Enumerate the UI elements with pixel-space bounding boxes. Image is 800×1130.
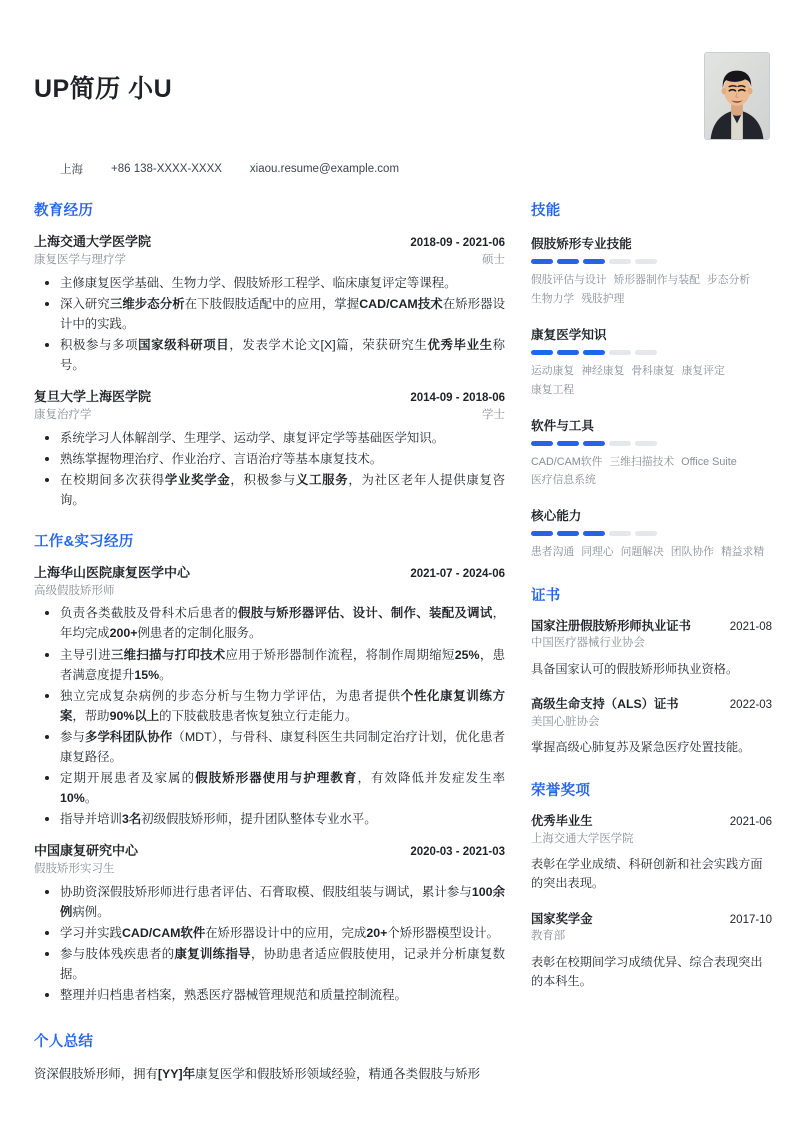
skill-tag: 问题解决 (620, 546, 664, 559)
skill-tag: 患者沟通 (531, 546, 575, 559)
avatar (704, 52, 770, 140)
contact-bar (26, 161, 774, 177)
skill-level-segment (583, 350, 605, 355)
skill-level-segment (609, 441, 631, 446)
bullet-list (34, 428, 505, 510)
award-item (531, 911, 772, 992)
award-item (531, 813, 772, 894)
award-item-date: 2017-10 (729, 914, 772, 927)
left-column (26, 199, 523, 1026)
skill-tag-list (531, 543, 772, 562)
emphasis-text: 假肢矫形器使用与护理教育 (195, 771, 358, 786)
skill-group-name: 假肢矫形专业技能 (531, 237, 632, 251)
skill-group (531, 505, 772, 562)
skill-level-segment (609, 531, 631, 536)
skill-group (531, 415, 772, 491)
section-title-skills: 技能 (531, 203, 561, 219)
skill-level-segment (583, 441, 605, 446)
entry-subheader-row (34, 407, 505, 424)
bullet-item: 整理并归档患者档案，熟悉医疗器械管理规范和质量控制流程。 (34, 985, 505, 1005)
section-title-certificates: 证书 (531, 588, 561, 605)
entry-subtitle: 假肢矫形实习生 (34, 863, 115, 876)
skill-level-segment (609, 350, 631, 355)
entry-subtitle: 高级假肢矫形师 (34, 584, 115, 597)
entry-organization: 中国康复研究中心 (34, 843, 139, 859)
bullet-list (34, 603, 505, 829)
skill-level-segment (583, 259, 605, 264)
skill-level-segment (531, 350, 553, 355)
education-entry-list (34, 233, 505, 510)
emphasis-text: 10% (60, 791, 85, 806)
emphasis-text: 15% (134, 667, 160, 682)
emphasis-text: 个性化康复训练方案 (60, 688, 505, 723)
skill-level-segment (609, 259, 631, 264)
certificate-item-description: 具备国家认可的假肢矫形师执业资格。 (531, 661, 739, 676)
bullet-item: 主导引进三维扫描与打印技术应用于矫形器制作流程，将制作周期缩短25%，患者满意度提升15%。 (34, 645, 505, 685)
entry-date-range: 2018-09 - 2021-06 (410, 237, 505, 249)
emphasis-text: 90%以上 (109, 708, 160, 723)
skill-tag: 矫形器制作与装配 (613, 274, 700, 286)
skill-tag: 三维扫描技术 (609, 455, 675, 468)
emphasis-text: 多学科团队协作 (84, 729, 173, 744)
award-item-issuer: 上海交通大学医学院 (531, 832, 634, 845)
certificate-item-name: 高级生命支持（ALS）证书 (531, 697, 679, 712)
experience-entry-list (34, 564, 505, 1006)
entry-subheader-row (34, 252, 505, 269)
emphasis-text: 康复训练指导 (174, 947, 251, 962)
bullet-item: 参与肢体残疾患者的康复训练指导，协助患者适应假肢使用，记录并分析康复数据。 (34, 944, 505, 984)
skill-level-segment (557, 531, 579, 536)
certificate-item-name: 国家注册假肢矫形师执业证书 (531, 619, 691, 634)
bullet-item: 系统学习人体解剖学、生理学、运动学、康复评定学等基础医学知识。 (34, 428, 505, 448)
emphasis-text: 100余例 (60, 884, 505, 920)
section-skills (531, 199, 772, 562)
skill-level-meter (531, 259, 772, 264)
bullet-item: 负责各类截肢及骨科术后患者的假肢与矫形器评估、设计、制作、装配及调试，年均完成200+例患者的定制化服务。 (34, 603, 505, 643)
entry-date-range: 2021-07 - 2024-06 (410, 567, 505, 580)
bullet-item: 主修康复医学基础、生物力学、假肢矫形工程学、临床康复评定等课程。 (34, 273, 505, 293)
bullet-item: 协助资深假肢矫形师进行患者评估、石膏取模、假肢组装与调试，累计参与100余例病例。 (34, 882, 505, 922)
resume-entry (34, 233, 505, 375)
skill-tag: 康复评定 (681, 364, 725, 377)
bullet-list (34, 273, 505, 375)
skill-group (531, 233, 772, 309)
bullet-list (34, 882, 505, 1006)
skill-group-name: 核心能力 (531, 509, 582, 524)
award-list (531, 813, 772, 992)
bullet-item: 独立完成复杂病例的步态分析与生物力学评估，为患者提供个性化康复训练方案，帮助90%以上的下肢截肢患者恢复独立行走能力。 (34, 686, 505, 726)
award-item-description: 表彰在校期间学习成绩优异、综合表现突出的本科生。 (531, 954, 763, 989)
bullet-item: 指导并培训3名初级假肢矫形师，提升团队整体专业水平。 (34, 809, 505, 829)
award-item-description: 表彰在学业成绩、科研创新和社会实践方面的突出表现。 (531, 856, 763, 891)
contact-city: 上海 (60, 164, 83, 176)
bullet-item: 定期开展患者及家属的假肢矫形器使用与护理教育，有效降低并发症发生率10%。 (34, 768, 505, 808)
bullet-item: 在校期间多次获得学业奖学金，积极参与义工服务，为社区老年人提供康复咨询。 (34, 470, 505, 510)
emphasis-text: 优秀毕业生 (427, 337, 493, 352)
entry-date-range: 2014-09 - 2018-06 (410, 391, 505, 404)
resume-header (26, 0, 774, 140)
entry-organization: 上海华山医院康复医学中心 (34, 564, 191, 580)
award-item-header (531, 911, 772, 928)
resume-entry (34, 842, 505, 1005)
skill-level-segment (531, 531, 553, 536)
section-title-awards: 荣誉奖项 (531, 783, 591, 800)
entry-header-row (34, 388, 505, 407)
bullet-item: 参与多学科团队协作（MDT），与骨科、康复科医生共同制定治疗计划，优化患者康复路径。 (34, 727, 505, 767)
skill-level-meter (531, 350, 772, 355)
certificate-item-description: 掌握高级心肺复苏及紧急医疗处置技能。 (531, 739, 751, 754)
skill-tag: 生物力学 (531, 292, 575, 305)
header-left (26, 52, 172, 104)
skill-level-segment (635, 441, 657, 446)
certificate-item-header (531, 696, 772, 713)
skill-tag: 医疗信息系统 (531, 474, 596, 487)
emphasis-text: 义工服务 (295, 472, 349, 487)
award-item-header (531, 813, 772, 830)
emphasis-text: 假肢与矫形器评估、设计、制作、装配及调试 (238, 606, 493, 621)
skill-group-name: 软件与工具 (531, 418, 594, 433)
emphasis-text: 20+ (366, 926, 388, 941)
section-summary (26, 1030, 774, 1084)
emphasis-text: 25% (454, 647, 480, 662)
entry-date-range: 2020-03 - 2021-03 (410, 846, 505, 859)
section-education (34, 199, 505, 510)
skill-tag: 团队协作 (670, 546, 714, 559)
skill-tag: 假肢评估与设计 (531, 274, 607, 286)
skill-tag: 同理心 (581, 546, 614, 559)
certificate-list (531, 618, 772, 757)
skill-tag: 康复工程 (531, 383, 575, 396)
contact-email[interactable]: xiaou.resume@example.com (249, 163, 400, 175)
bullet-item: 熟练掌握物理治疗、作业治疗、言语治疗等基本康复技术。 (34, 449, 505, 469)
skill-group-name: 康复医学知识 (531, 327, 607, 342)
skill-tag-list (531, 453, 772, 491)
award-item-issuer: 教育部 (531, 930, 566, 943)
entry-degree: 硕士 (482, 253, 505, 266)
entry-organization: 上海交通大学医学院 (34, 234, 152, 249)
skill-tag: 神经康复 (581, 364, 625, 377)
skill-tag: CAD/CAM软件 (531, 455, 603, 468)
resume-body (26, 199, 774, 1026)
certificate-item (531, 696, 772, 757)
skill-tag: Office Suite (681, 455, 737, 468)
skill-level-segment (635, 259, 657, 264)
entry-header-row (34, 564, 505, 583)
skill-level-segment (635, 350, 657, 355)
entry-subheader-row (34, 861, 505, 878)
entry-header-row (34, 233, 505, 252)
emphasis-text: [YY]年 (157, 1066, 196, 1081)
section-title-education: 教育经历 (34, 203, 94, 219)
emphasis-text: 国家级科研项目 (138, 337, 230, 352)
skill-level-segment (557, 350, 579, 355)
skill-level-segment (531, 441, 553, 446)
award-item-date: 2021-06 (729, 816, 772, 829)
emphasis-text: 学业奖学金 (164, 472, 231, 487)
skill-tag: 残肢护理 (581, 292, 625, 305)
entry-subheader-row (34, 583, 505, 600)
entry-subtitle: 康复医学与理疗学 (34, 253, 126, 266)
section-experience (34, 530, 505, 1006)
page-title: UP简历 小U (34, 75, 173, 103)
emphasis-text: 三维步态分析 (109, 296, 185, 311)
skill-level-segment (583, 531, 605, 536)
bullet-item: 深入研究三维步态分析在下肢假肢适配中的应用，掌握CAD/CAM技术在矫形器设计中的实践。 (34, 294, 505, 334)
entry-organization: 复旦大学上海医学院 (34, 388, 152, 404)
entry-header-row (34, 842, 505, 861)
bullet-item: 学习并实践CAD/CAM软件在矫形器设计中的应用，完成20+个矫形器模型设计。 (34, 923, 505, 943)
portrait-photo-icon (705, 53, 769, 139)
resume-entry (34, 564, 505, 830)
right-column (523, 199, 772, 1014)
skill-level-meter (531, 531, 772, 536)
certificate-item-issuer: 中国医疗器械行业协会 (531, 637, 645, 650)
skill-tag-list (531, 362, 772, 400)
skill-level-segment (635, 531, 657, 536)
certificate-item-date: 2021-08 (729, 621, 772, 634)
emphasis-text: CAD/CAM技术 (359, 296, 443, 311)
entry-subtitle: 康复治疗学 (34, 408, 92, 421)
skill-tag: 运动康复 (531, 364, 575, 377)
certificate-item-header (531, 618, 772, 635)
emphasis-text: 3名 (121, 812, 142, 827)
section-awards (531, 779, 772, 992)
award-item-name: 优秀毕业生 (531, 814, 593, 829)
certificate-item-date: 2022-03 (729, 699, 772, 712)
entry-degree: 学士 (482, 408, 505, 421)
skill-group (531, 324, 772, 400)
skill-level-segment (557, 259, 579, 264)
summary-text: 资深假肢矫形师，拥有[YY]年康复医学和假肢矫形领域经验，精通各类假肢与矫形 (34, 1066, 481, 1081)
skill-tag: 精益求精 (720, 546, 765, 559)
emphasis-text: 三维扫描与打印技术 (110, 647, 226, 662)
certificate-item-issuer: 美国心脏协会 (531, 715, 600, 728)
contact-phone[interactable]: +86 138-XXXX-XXXX (111, 163, 222, 175)
section-title-experience: 工作&实习经历 (34, 533, 134, 550)
section-certificates (531, 584, 772, 757)
section-title-summary: 个人总结 (34, 1033, 94, 1050)
bullet-item: 积极参与多项国家级科研项目，发表学术论文[X]篇，荣获研究生优秀毕业生称号。 (34, 335, 505, 375)
award-item-name: 国家奖学金 (531, 912, 593, 927)
resume-entry (34, 388, 505, 510)
skill-level-segment (531, 259, 553, 264)
skill-level-meter (531, 441, 772, 446)
skill-tag-list (531, 271, 772, 309)
emphasis-text: 200+ (109, 626, 138, 641)
certificate-item (531, 618, 772, 679)
skill-tag: 骨科康复 (631, 364, 675, 377)
skill-level-segment (557, 441, 579, 446)
skill-tag: 步态分析 (706, 274, 751, 286)
skill-group-list (531, 233, 772, 562)
emphasis-text: CAD/CAM软件 (121, 926, 206, 941)
